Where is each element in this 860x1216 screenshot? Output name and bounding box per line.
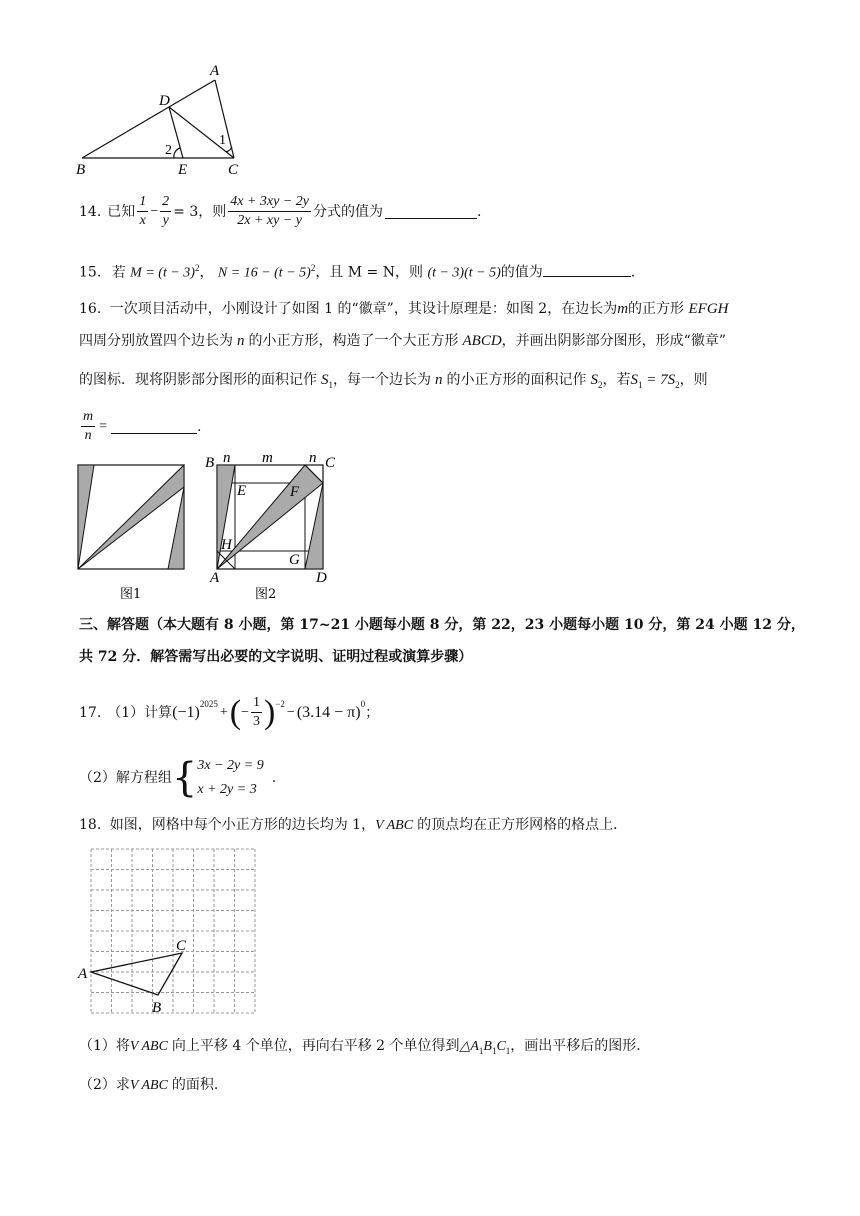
grid-label-a: A bbox=[78, 966, 88, 982]
fig2-label-m: m bbox=[262, 450, 273, 466]
q14-pre: 已知 bbox=[107, 203, 136, 220]
q15-number: 15. bbox=[79, 264, 102, 281]
fig2-label-d: D bbox=[316, 570, 327, 586]
q14-number: 14. bbox=[79, 203, 102, 220]
section-3-heading-line2: 共 72 分．解答需写出必要的文字说明、证明过程或演算步骤） bbox=[79, 649, 473, 665]
fig2-label-b: B bbox=[205, 455, 215, 471]
triangle-figure bbox=[70, 60, 260, 180]
equation-2: x + 2y = 3 bbox=[197, 782, 257, 797]
label-2: 2 bbox=[165, 143, 172, 158]
fig2-label-n-left: n bbox=[223, 450, 231, 466]
fig2-label-a: A bbox=[210, 570, 220, 586]
fraction-expression: $\frac{4x + 3xy - 2y}{2x + xy - y}$ bbox=[230, 194, 310, 228]
label-a: A bbox=[210, 63, 220, 79]
equation-brace: { bbox=[171, 755, 198, 801]
fraction-m-over-n: $\frac{m}{n}$ bbox=[83, 409, 94, 443]
equation-1: 3x − 2y = 9 bbox=[197, 758, 264, 773]
figure-2-caption: 图2 bbox=[255, 587, 277, 602]
fig2-label-c: C bbox=[325, 455, 336, 471]
q15-m-expr: M = (t − 3) bbox=[130, 265, 195, 281]
answer-blank-16[interactable] bbox=[111, 419, 197, 434]
question-15: 15. 若 $M = (t - 3)^2$， $N = 16 - (t - 5)^2$，且 M = N，则 (t − 3)(t − 5)的值为 . bbox=[79, 263, 636, 281]
label-1: 1 bbox=[219, 133, 226, 148]
label-b: B bbox=[76, 162, 86, 178]
grid-figure bbox=[76, 842, 276, 1027]
question-17-part1: 17. （1）计算 (−1) $^{2025}$ + ( − $\frac{1}{3}$ ) $^{-2}$ − (3.14 − π) $^0$ ； bbox=[79, 693, 380, 731]
q14-eq: = 3，则 bbox=[173, 203, 227, 220]
question-16-line2: 四周分别放置四个边长为 n 的小正方形，构造了一个大正方形 ABCD，并画出阴影部分图形，形成“徽章” bbox=[79, 333, 726, 349]
q15-product: (t − 3)(t − 5) bbox=[427, 265, 501, 281]
section-3-heading: 三、解答题（本大题有 8 小题，第 17~21 小题每小题 8 分，第 22，23 小题每小题 10 分，第 24 小题 12 分， bbox=[79, 617, 805, 633]
figure-1 bbox=[75, 462, 190, 604]
grid-label-c: C bbox=[176, 938, 187, 954]
q17-number: 17. bbox=[79, 704, 102, 721]
fraction-1-over-x: $\frac{1}{x}$ bbox=[139, 194, 147, 228]
answer-blank-15[interactable] bbox=[543, 262, 631, 277]
label-c: C bbox=[228, 162, 239, 178]
fig2-label-e: E bbox=[237, 483, 247, 499]
fig2-label-f: F bbox=[290, 484, 300, 500]
fig2-label-n-right: n bbox=[309, 450, 317, 466]
grid-label-b: B bbox=[152, 1000, 162, 1016]
fig2-label-h: H bbox=[221, 537, 232, 553]
question-16-line1: 16. 一次项目活动中，小刚设计了如图 1 的“徽章”，其设计原理是：如图 2，在边长为m的正方形 EFGH bbox=[79, 301, 729, 317]
q16-number: 16. bbox=[79, 301, 102, 317]
question-18-part1: （1）将V ABC 向上平移 4 个单位，再向右平移 2 个单位得到$\triangle A_1B_1C_1$，画出平移后的图形． bbox=[79, 1038, 651, 1056]
answer-blank-14[interactable] bbox=[385, 204, 477, 219]
q14-post: 分式的值为 bbox=[313, 203, 384, 220]
question-14: 14. 已知 $\frac{1}{x}$ − $\frac{2}{y}$ = 3，则 $\frac{4x + 3xy - 2y}{2x + xy - y}$ 分式的值为 . bbox=[79, 194, 482, 228]
fraction-one-third: $\frac{1}{3}$ bbox=[253, 695, 261, 729]
figure-2 bbox=[198, 450, 348, 606]
q15-n-expr: N = 16 − (t − 5) bbox=[217, 265, 311, 281]
label-d: D bbox=[159, 93, 170, 109]
question-18: 18. 如图，网格中每个小正方形的边长均为 1，V ABC 的顶点均在正方形网格的格点上． bbox=[79, 817, 628, 833]
label-e: E bbox=[178, 162, 188, 178]
figure-1-caption: 图1 bbox=[120, 587, 142, 602]
question-18-part2: （2）求V ABC 的面积． bbox=[79, 1077, 228, 1093]
q18-number: 18. bbox=[79, 817, 102, 833]
question-16-line4: $\frac{m}{n}$ = . bbox=[83, 409, 202, 443]
question-16-line3: 的图标．现将阴影部分图形的面积记作 $S_1$，每一个边长为 n 的小正方形的面积记作 $S_2$，若$S_1 = 7S_2$，则 bbox=[79, 372, 708, 390]
fraction-2-over-y: $\frac{2}{y}$ bbox=[162, 194, 170, 228]
question-17-part2: （2）解方程组 { 3x − 2y = 9 x + 2y = 3 . bbox=[79, 755, 277, 801]
fig2-label-g: G bbox=[289, 552, 300, 568]
